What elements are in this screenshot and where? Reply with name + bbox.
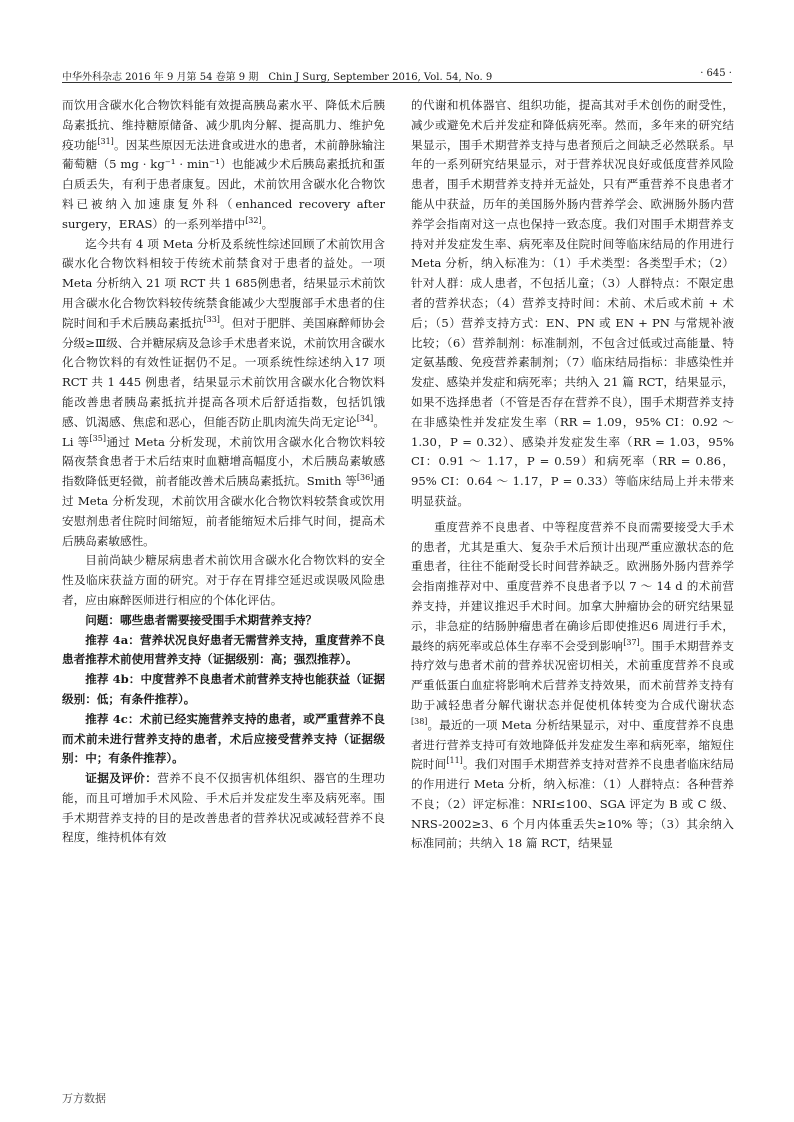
running-header [62,68,732,83]
paragraph: 迄今共有 4 项 Meta 分析及系统性综述回顾了术前饮用含碳水化合物饮料相较于传统术前禁食对于患者的益处。一项 Meta 分析纳入 21 项 RCT 共 1 685例患者，结果显示术前饮用含碳水化合物饮料较传统禁食能减少大型腹部手术患者的住院时间和手术后胰岛素抵抗[33]。但对于肥胖、美国麻醉师协会分级≥Ⅲ级、合并糖尿病及急诊手术患者来说，术前饮用含碳水化合物饮料的有效性证据仍不足。一项系统性综述纳入17 项 RCT 共 1 445 例患者，结果显示术前饮用含碳水化合物饮料能改善患者胰岛素抵抗并提高各项术后舒适指数，包括饥饿感、饥渴感、焦虑和恶心，但能否防止肌肉流失尚无定论[34]。Li 等[35]通过 Meta 分析发现，术前饮用含碳水化合物饮料较隔夜禁食患者于术后结束时血糖增高幅度小，术后胰岛素敏感指数降低更轻微，前者能改善术后胰岛素抵抗。Smith 等[36]通过 Meta 分析发现，术前饮用含碳水化合物饮料较禁食或饮用安慰剂患者住院时间缩短，前者能缩短术后排气时间，提高术后胰岛素敏感性。 [62,236,385,548]
journal-citation: 中华外科杂志 2016 年 9 月第 54 卷第 9 期 Chin J Surg, September 2016, Vol. 54, No. 9 [62,72,493,83]
recommendation-4b: 推荐 4b：中度营养不良患者术前营养支持也能获益（证据级别：低；有条件推荐）。 [62,672,385,706]
right-column [411,96,734,1096]
citation[interactable]: [36] [356,473,374,483]
citation[interactable]: [35] [89,433,106,443]
citation[interactable]: [31] [97,136,114,146]
paragraph: 重度营养不良患者、中等程度营养不良而需要接受大手术的患者，尤其是重大、复杂手术后预计出现严重应激状态的危重患者，往往不能耐受长时间营养缺乏。欧洲肠外肠内营养学会指南推荐对中、重度营养不良患者予以 7 ～ 14 d 的术前营养支持，并建议推迟手术时间。加拿大肿瘤协会的研究结果显示，非急症的结肠肿瘤患者在确诊后即使推迟6 周进行手术，最终的病死率或总体生存率不会受到影响[37]。围手术期营养支持疗效与患者术前的营养状况密切相关，术前重度营养不良或严重低蛋白血症将影响术后营养支持效果，而术前营养支持有助于减轻患者分解代谢状态并促使机体转变为合成代谢状态[38]。最近的一项 Meta 分析结果显示，对中、重度营养不良患者进行营养支持可有效地降低并发症发生率和病死率，缩短住院时间[11]。我们对围手术期营养支持对营养不良患者临床结局的作用进行 Meta 分析，纳入标准：（1）人群特点：各种营养不良；（2）评定标准：NRI≤100、SGA 评定为 B 或 C 级、NRS-2002≥3、6 个月内体重丢失≥10% 等；（3）其余纳入标准同前；共纳入 18 篇 RCT，结果显 [411,519,734,851]
question-heading: 问题：哪些患者需要接受围手术期营养支持？ [85,612,318,627]
watermark: 万方数据 [62,1092,106,1105]
evidence-label: 证据及评价： [85,771,158,786]
citation[interactable]: [32] [245,215,262,225]
citation[interactable]: [33] [203,314,220,324]
page-number: · 645 · [700,68,732,79]
recommendation-4a: 推荐 4a：营养状况良好患者无需营养支持，重度营养不良患者推荐术前使用营养支持（证据级别：高；强烈推荐）。 [62,632,385,667]
citation[interactable]: [38] [411,716,428,726]
paragraph: 的代谢和机体器官、组织功能，提高其对手术创伤的耐受性，减少或避免术后并发症和降低病死率。然而，多年来的研究结果显示，围手术期营养支持与患者预后之间缺乏必然联系。早年的一系列研究结果显示，对于营养状况良好或低度营养风险患者，围手术期营养支持并无益处，只有严重营养不良患者才能从中获益，历年的美国肠外肠内营养学会、欧洲肠外肠内营养学会指南对这一点也保持一致态度。我们对围手术期营养支持对并发症发生率、病死率及住院时间等临床结局的作用进行 Meta 分析，纳入标准为：（1）手术类型：各类型手术；（2）针对人群：成人患者，不包括儿童；（3）人群特点：不限定患者的营养状态；（4）营养支持时间：术前、术后或术前 + 术后；（5）营养支持方式：EN、PN 或 EN + PN 与常规补液比较；（6）营养制剂：标准制剂，不包含过低或过高能量、特定氨基酸、免疫营养素制剂；（7）临床结局指标：非感染性并发症、感染并发症和病死率；共纳入 21 篇 RCT，结果显示，如果不选择患者（不管是否存在营养不良），围手术期营养支持在非感染性并发症发生率（RR = 1.09，95% CI：0.92 ～ 1.30，P = 0.32）、感染并发症发生率（RR = 1.03，95% CI：0.91 ～ 1.17，P = 0.59）和病死率（RR = 0.86，95% CI：0.64 ～ 1.17，P = 0.33）等临床结局上并未带来明显获益。 [411,98,734,508]
citation[interactable]: [34] [356,413,374,423]
citation[interactable]: [11] [446,756,463,766]
recommendation-4c: 推荐 4c：术前已经实施营养支持的患者，或严重营养不良而术前未进行营养支持的患者，术后应接受营养支持（证据级别：中；有条件推荐）。 [62,711,385,766]
citation[interactable]: [37] [623,637,640,647]
paragraph: 目前尚缺少糖尿病患者术前饮用含碳水化合物饮料的安全性及临床获益方面的研究。对于存在胃排空延迟或误吸风险患者，应由麻醉医师进行相应的个体化评估。 [62,553,385,607]
paragraph: 而饮用含碳水化合物饮料能有效提高胰岛素水平、降低术后胰岛素抵抗、维持糖原储备、减少肌肉分解、提高肌力、维护免疫功能[31]。因某些原因无法进食或进水的患者，术前静脉输注葡萄糖（5 mg · kg⁻¹ · min⁻¹）也能减少术后胰岛素抵抗和蛋白质丢失，有利于患者康复。因此，术前饮用含碳水化合物饮料已被纳入加速康复外科（enhanced recovery after surgery，ERAS）的一系列举措中[32]。 [62,98,385,231]
evidence-paragraph: 证据及评价：营养不良不仅损害机体组织、器官的生理功能，而且可增加手术风险、手术后并发症发生率及病死率。围手术期营养支持的目的是改善患者的营养状况或减轻营养不良程度，维持机体有效 [62,771,385,845]
left-column [62,96,385,1096]
